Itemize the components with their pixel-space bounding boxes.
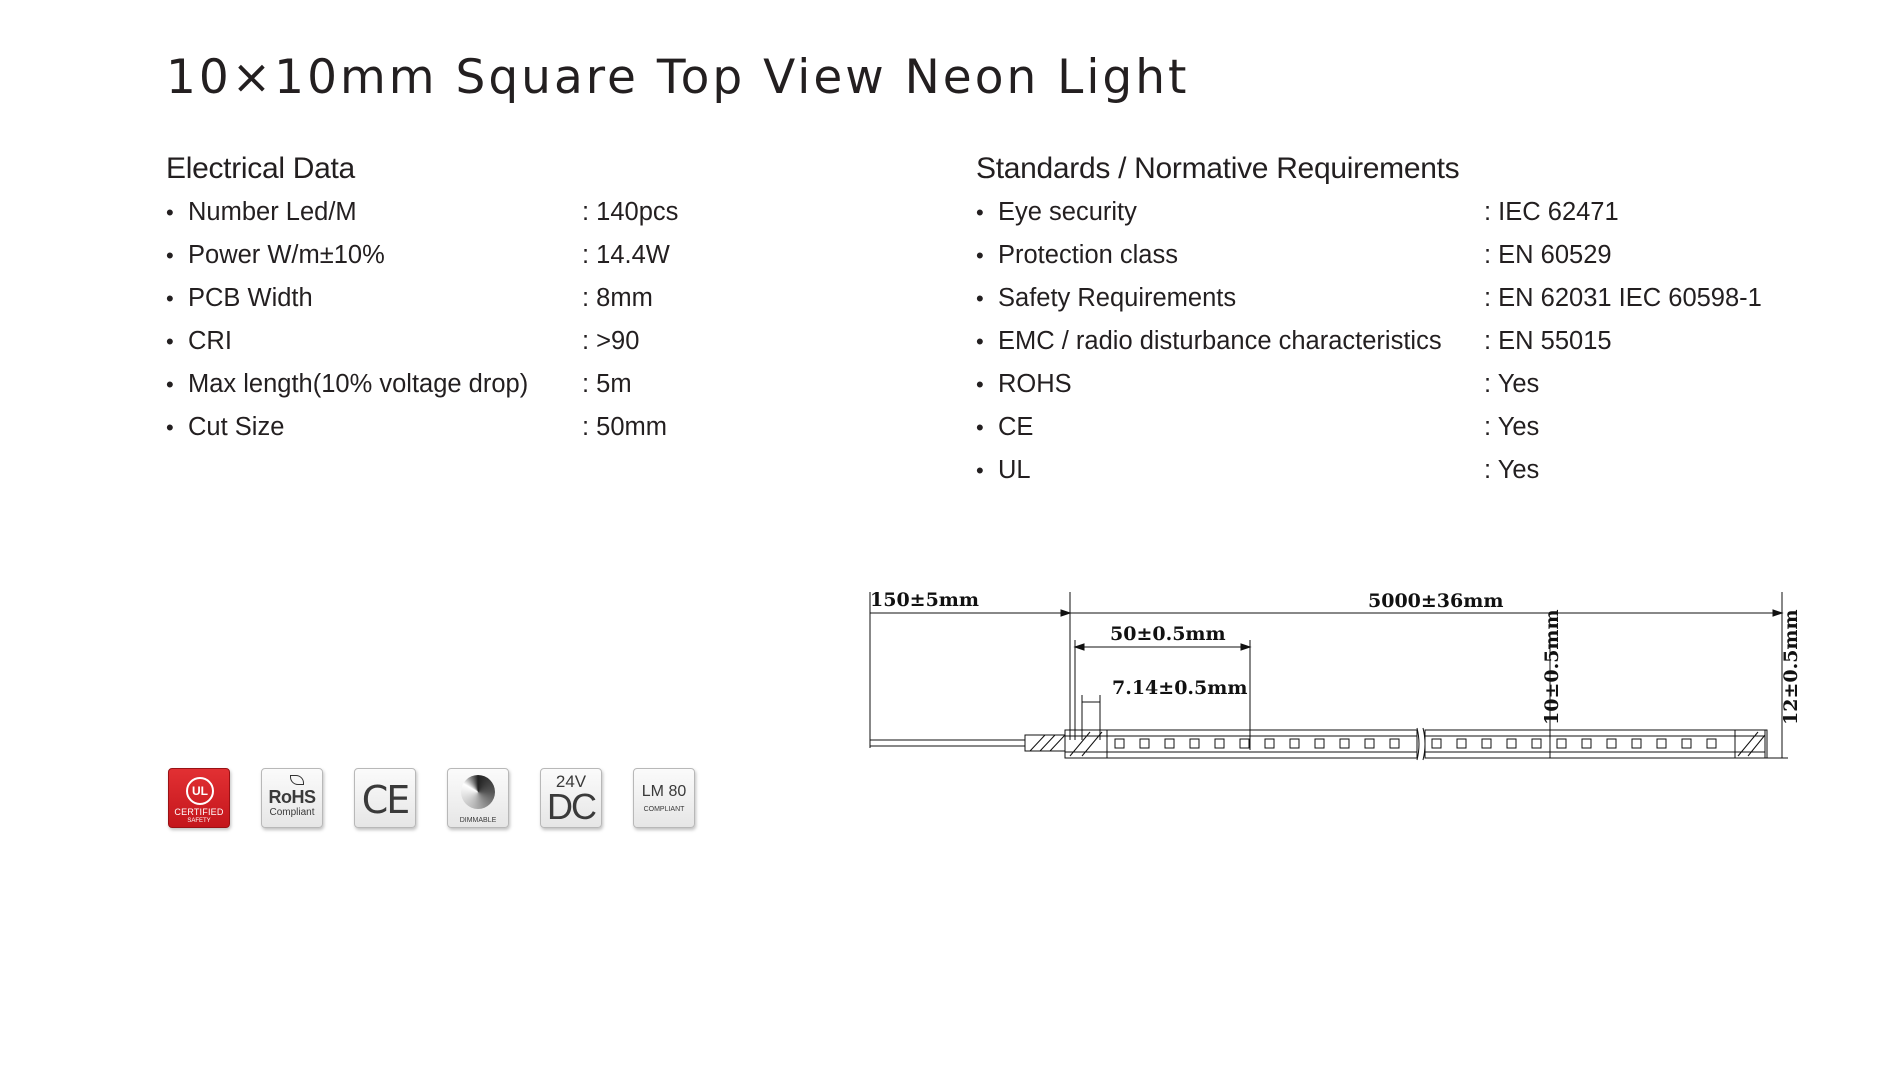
lm80-badge-subtext: COMPLIANT [643, 806, 685, 813]
standards-row [976, 370, 1762, 413]
standard-label: Eye security [998, 198, 1137, 226]
spec-value: : 5m [582, 370, 632, 398]
inner-height-dim: 10±0.5mm [1541, 609, 1563, 725]
led-chip [1165, 739, 1174, 748]
standard-label: UL [998, 456, 1031, 484]
electrical-row [166, 284, 678, 327]
spec-label: PCB Width [188, 284, 313, 312]
bullet-icon: • [166, 200, 174, 225]
standards-section [976, 152, 1762, 499]
led-chip [1390, 739, 1399, 748]
led-chip [1682, 739, 1691, 748]
bullet-icon: • [976, 286, 984, 311]
voltage-badge-text: 24V [555, 772, 587, 791]
page-title: 10×10mm Square Top View Neon Light [166, 50, 1190, 105]
bullet-icon: • [166, 415, 174, 440]
standard-value: : EN 55015 [1484, 327, 1612, 355]
led-chip [1532, 739, 1541, 748]
led-chip [1365, 739, 1374, 748]
rohs-badge [261, 768, 323, 828]
spec-label: Max length(10% voltage drop) [188, 370, 529, 398]
ce-mark-icon: CE [361, 778, 409, 822]
standards-row [976, 241, 1762, 284]
led-chip [1115, 739, 1124, 748]
spec-value: : 140pcs [582, 198, 679, 226]
standard-label: Protection class [998, 241, 1178, 269]
drawing-lines [870, 592, 1788, 760]
ul-logo-icon: UL [186, 777, 214, 805]
spec-value: : >90 [582, 327, 640, 355]
total-length-dim: 5000±36mm [1368, 590, 1504, 612]
led-chip [1215, 739, 1224, 748]
lm80-badge-text: LM 80 [641, 783, 687, 800]
standard-value: : EN 62031 IEC 60598-1 [1484, 284, 1762, 312]
standards-row [976, 413, 1762, 456]
spec-value: : 8mm [582, 284, 653, 312]
bullet-icon: • [976, 458, 984, 483]
spec-label: Power W/m±10% [188, 241, 385, 269]
spec-value: : 14.4W [582, 241, 670, 269]
ul-certified-badge [168, 768, 230, 828]
standard-value: : Yes [1484, 370, 1540, 398]
ce-badge [354, 768, 416, 828]
led-chip [1607, 739, 1616, 748]
electrical-row [166, 413, 678, 456]
dimension-drawing [860, 580, 1820, 780]
outer-height-dim: 12±0.5mm [1780, 609, 1802, 725]
standards-row [976, 456, 1762, 499]
standard-value: : EN 60529 [1484, 241, 1612, 269]
led-chip [1707, 739, 1716, 748]
bullet-icon: • [976, 415, 984, 440]
lm80-badge [633, 768, 695, 828]
led-chip [1140, 739, 1149, 748]
leaf-icon [290, 775, 304, 785]
standards-row [976, 284, 1762, 327]
led-chip [1315, 739, 1324, 748]
led-chip [1457, 739, 1466, 748]
standard-value: : Yes [1484, 413, 1540, 441]
electrical-row [166, 241, 678, 284]
dc-badge-text: DC [547, 786, 595, 827]
electrical-row [166, 327, 678, 370]
bullet-icon: • [976, 372, 984, 397]
electrical-data-section [166, 152, 678, 456]
electrical-row [166, 198, 678, 241]
spec-label: Cut Size [188, 413, 285, 441]
standards-heading: Standards / Normative Requirements [976, 152, 1460, 185]
spec-label: CRI [188, 327, 232, 355]
bullet-icon: • [166, 243, 174, 268]
bullet-icon: • [166, 286, 174, 311]
bullet-icon: • [976, 243, 984, 268]
rohs-badge-subtext: Compliant [269, 807, 315, 818]
certification-badges [168, 768, 726, 828]
led-pitch-dim: 7.14±0.5mm [1112, 677, 1248, 699]
led-chip [1265, 739, 1274, 748]
led-chip [1290, 739, 1299, 748]
cut-length-dim: 50±0.5mm [1110, 623, 1226, 645]
led-chip [1340, 739, 1349, 748]
bullet-icon: • [976, 200, 984, 225]
standards-row [976, 327, 1762, 370]
led-chip [1190, 739, 1199, 748]
bullet-icon: • [166, 329, 174, 354]
standard-label: Safety Requirements [998, 284, 1237, 312]
dimmer-icon [461, 775, 495, 809]
led-chip [1240, 739, 1249, 748]
led-chip [1632, 739, 1641, 748]
electrical-data-heading: Electrical Data [166, 152, 355, 185]
standard-value: : IEC 62471 [1484, 198, 1619, 226]
led-chip [1582, 739, 1591, 748]
led-chip [1657, 739, 1666, 748]
bullet-icon: • [976, 329, 984, 354]
bullet-icon: • [166, 372, 174, 397]
ul-badge-text: CERTIFIED [174, 807, 224, 817]
lead-length-dim: 150±5mm [870, 589, 980, 611]
rohs-badge-text: RoHS [268, 787, 316, 807]
dimmable-badge-text: DIMMABLE [459, 817, 497, 824]
standard-value: : Yes [1484, 456, 1540, 484]
spec-value: : 50mm [582, 413, 668, 441]
ul-badge-subtext: SAFETY [187, 818, 211, 824]
dimmable-badge [447, 768, 509, 828]
led-chip [1507, 739, 1516, 748]
standard-label: ROHS [998, 370, 1072, 398]
led-chips [1115, 739, 1716, 748]
led-chip [1482, 739, 1491, 748]
led-chip [1557, 739, 1566, 748]
standard-label: EMC / radio disturbance characteristics [998, 327, 1442, 355]
spec-label: Number Led/M [188, 198, 357, 226]
voltage-badge [540, 768, 602, 828]
standards-row [976, 198, 1762, 241]
led-chip [1432, 739, 1441, 748]
standard-label: CE [998, 413, 1034, 441]
electrical-row [166, 370, 678, 413]
